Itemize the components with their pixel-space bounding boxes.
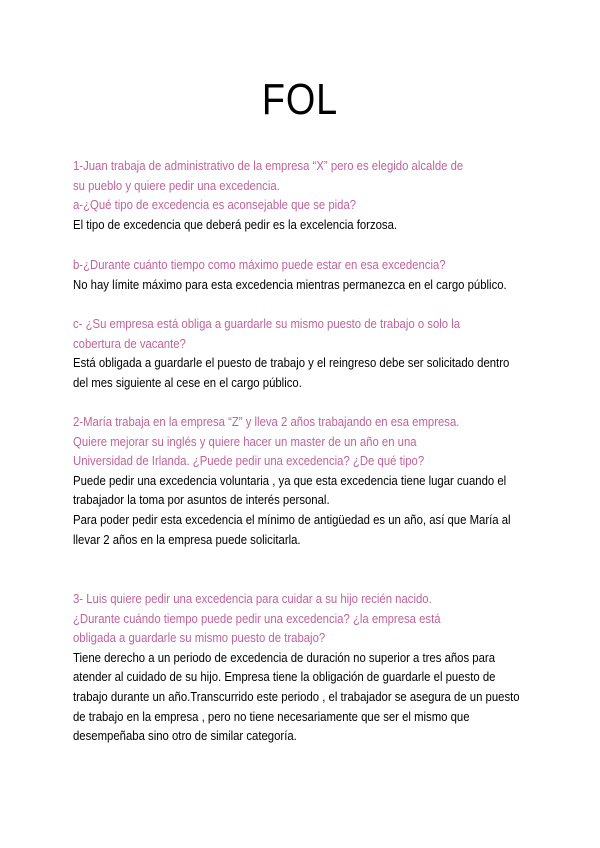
question-line: c- ¿Su empresa está obliga a guardarle su mismo puesto de trabajo o solo la xyxy=(73,316,461,331)
question-line: 1-Juan trabaja de administrativo de la empresa “X” pero es elegido alcalde de xyxy=(73,158,464,173)
question-line: obligada a guardarle su mismo puesto de trabajo? xyxy=(73,630,326,646)
answer-line: Está obligada a guardarle el puesto de trabajo y el reingreso debe ser solicitado dentro xyxy=(73,355,510,371)
answer-line: del mes siguiente al cese en el cargo público. xyxy=(73,374,302,390)
answer-line: No hay límite máximo para esta excedencia mientras permanezca en el cargo público. xyxy=(73,276,507,292)
section-2 xyxy=(73,412,543,549)
question-line: ¿Durante cuándo tiempo puede pedir una excedencia? ¿la empresa está xyxy=(73,610,441,626)
answer-line: Puede pedir una excedencia voluntaria , ya que esta excedencia tiene lugar cuando el xyxy=(73,472,507,488)
question-line: a-¿Qué tipo de excedencia es aconsejable que se pida? xyxy=(73,197,357,213)
answer-line: atender al cuidado de su hijo. Empresa tiene la obligación de guardarle el puesto de xyxy=(73,669,496,685)
answer-line: desempeñaba sino otro de similar categoría. xyxy=(73,728,297,744)
answer-line: Para poder pedir esta excedencia el mínimo de antigüedad es un año, así que María al xyxy=(73,511,511,527)
answer-line: llevar 2 años en la empresa puede solicitarla. xyxy=(73,531,301,547)
answer-line: trabajador la toma por asuntos de interés personal. xyxy=(73,492,330,508)
section-3 xyxy=(73,589,543,746)
section-1 xyxy=(73,156,543,234)
section-1c xyxy=(73,314,543,392)
page-title: FOL xyxy=(261,75,339,124)
answer-line: de trabajo en la empresa , pero no tiene necesariamente que ser el mismo que xyxy=(73,708,470,724)
answer-line: trabajo durante un año.Transcurrido este periodo , el trabajador se asegura de un puesto xyxy=(73,688,520,704)
question-line: b-¿Durante cuánto tiempo como máximo puede estar en esa excedencia? xyxy=(73,257,446,272)
section-1b xyxy=(73,255,543,294)
question-line: 2-María trabaja en la empresa “Z” y lleva 2 años trabajando en esa empresa. xyxy=(73,414,460,429)
question-line: 3- Luis quiere pedir una excedencia para cuidar a su hijo recién nacido. xyxy=(73,591,432,606)
question-line: su pueblo y quiere pedir una excedencia. xyxy=(73,177,280,193)
question-line: Quiere mejorar su inglés y quiere hacer un master de un año en una xyxy=(73,433,417,449)
question-line: cobertura de vacante? xyxy=(73,335,186,351)
answer-line: Tiene derecho a un periodo de excedencia de duración no superior a tres años para xyxy=(73,649,496,665)
answer-line: El tipo de excedencia que deberá pedir es la excelencia forzosa. xyxy=(73,216,398,232)
question-line: Universidad de Irlanda. ¿Puede pedir una excedencia? ¿De qué tipo? xyxy=(73,453,425,469)
